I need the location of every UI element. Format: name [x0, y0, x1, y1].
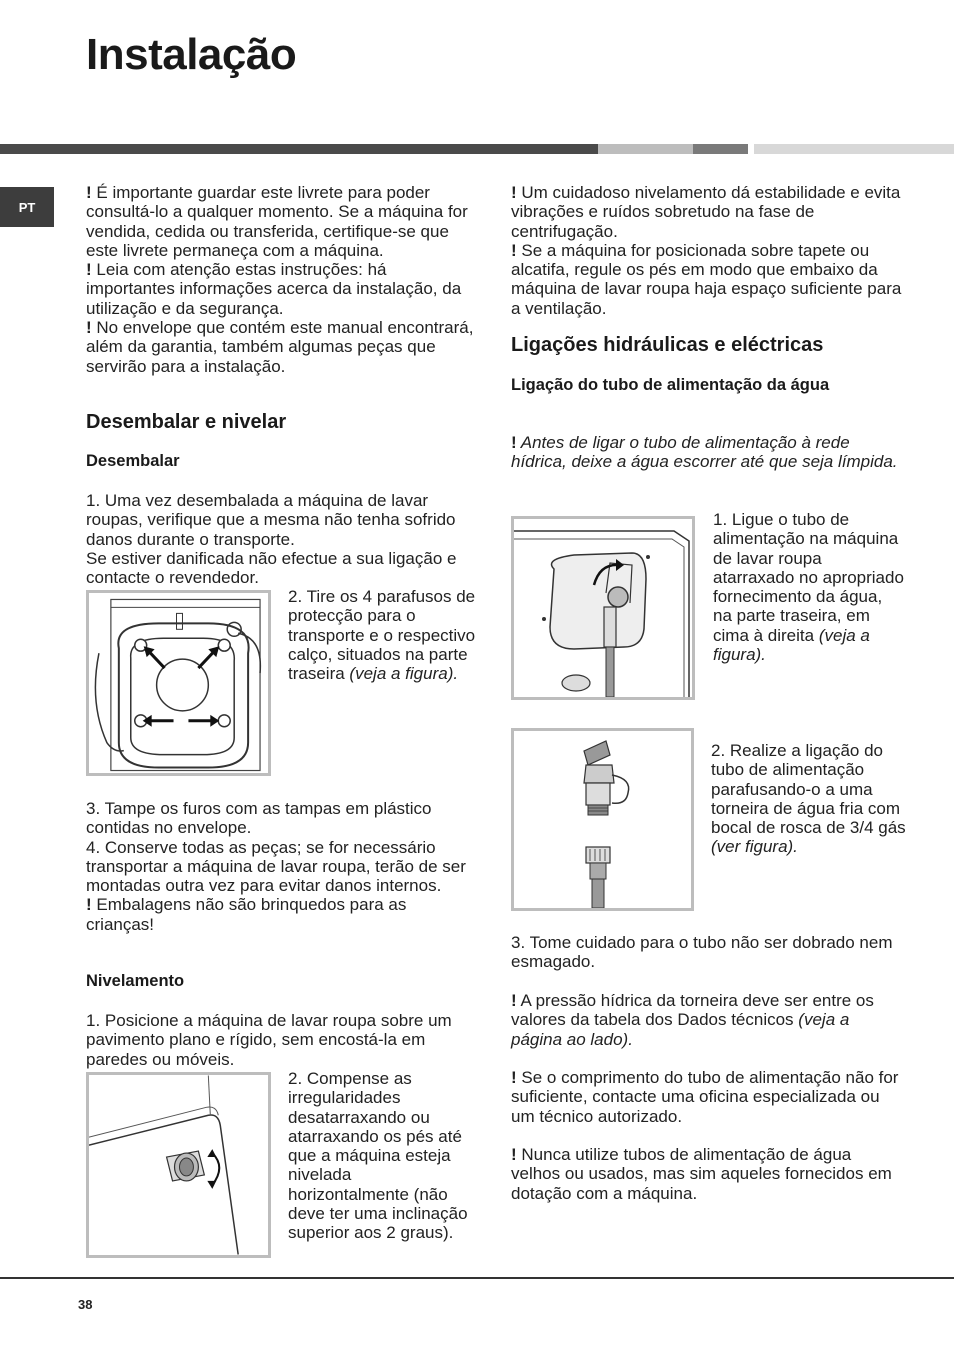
note-hose-length: ! Se o comprimento do tubo de alimentação não for suficiente, contacte uma oficina especializada ou um técnico autorizado. [511, 1068, 899, 1126]
heading-connections: Ligações hidráulicas e eléctricas [511, 334, 824, 356]
level-step-1: 1. Posicione a máquina de lavar roupa sobre um pavimento plano e rígido, sem encostá-la em paredes ou móveis. [86, 1011, 452, 1069]
unpack-step-1b: Se estiver danificada não efectue a sua ligação e contacte o revendedor. [86, 548, 457, 588]
figure-tap-connection [511, 728, 694, 911]
page-title: Instalação [86, 30, 297, 79]
unpack-steps [86, 491, 478, 587]
heading-water-hose: Ligação do tubo de alimentação da água [511, 376, 830, 394]
hose-step-1: 1. Ligue o tubo de alimentação na máquina de lavar roupa atarraxado no apropriado fornecimento da água, na parte traseira, em cima à direita (veja a figura). [713, 510, 904, 665]
hose-step-2: 2. Realize a ligação do tubo de alimentação parafusando-o a uma torneira de água fria com bocal de rosca de 3/4 gás (ver figura). [711, 741, 906, 857]
water-inlet-illustration [514, 519, 692, 697]
header-rule-light [598, 144, 693, 154]
heading-levelling: Nivelamento [86, 972, 185, 990]
heading-unpack-level: Desembalar e nivelar [86, 411, 287, 433]
figure-transport-screws [86, 590, 271, 776]
unpack-steps-continued [86, 799, 478, 934]
header-rule-pale [754, 144, 954, 154]
hose-step-3: 3. Tome cuidado para o tubo não ser dobrado nem esmagado. [511, 933, 893, 972]
intro-notes [86, 183, 478, 376]
header-rule-dark [0, 144, 598, 154]
level-step-2: 2. Compense as irregularidades desatarraxando ou atarraxando os pés até que a máquina esteja nivelada horizontalmente (não deve ter uma inclinação superior aos 2 graus). [288, 1069, 468, 1243]
note-read-instructions: ! Leia com atenção estas instruções: há importantes informações acerca da instalação, da utilização e da segurança. [86, 260, 462, 318]
rear-panel-screws-illustration [89, 593, 268, 773]
header-rule-mid [693, 144, 748, 154]
note-packaging-children: ! Embalagens não são brinquedos para as crianças! [86, 895, 407, 934]
note-water-clear: ! Antes de ligar o tubo de alimentação à rede hídrica, deixe a água escorrer até que seja límpida. [511, 433, 898, 472]
note-careful-levelling: ! Um cuidadoso nivelamento dá estabilidade e evita vibrações e ruídos sobretudo na fase de centrifugação. [511, 183, 901, 241]
note-carpet: ! Se a máquina for posicionada sobre tapete ou alcatifa, regule os pés em modo que embaixo da máquina de lavar roupa haja espaço suficiente para a ventilação. [511, 240, 902, 318]
note-envelope: ! No envelope que contém este manual encontrará, além da garantia, também algumas peças que servirão para a instalação. [86, 318, 474, 376]
adjustable-foot-illustration [89, 1075, 268, 1255]
footer-rule [0, 1277, 954, 1279]
heading-unpack: Desembalar [86, 452, 180, 470]
level-notes [511, 183, 906, 318]
tap-thread-illustration [514, 731, 691, 908]
page-number: 38 [78, 1297, 93, 1312]
note-keep-manual: ! É importante guardar este livrete para poder consultá-lo a qualquer momento. Se a máquina for vendida, cedida ou transferida, certifique-se que este livrete permaneça com a máquina. [86, 183, 468, 260]
figure-hose-inlet [511, 516, 695, 700]
unpack-step-1: 1. Uma vez desembalada a máquina de lavar roupas, verifique que a mesma não tenha sofrido danos durante o transporte. [86, 491, 456, 549]
unpack-step-4: 4. Conserve todas as peças; se for necessário transportar a máquina de lavar roupa, terão de ser montadas outra vez para evitar danos internos. [86, 837, 466, 896]
unpack-step-2: 2. Tire os 4 parafusos de protecção para o transporte e o respectivo calço, situados na parte traseira (veja a figura). [288, 587, 476, 684]
figure-adjustable-foot [86, 1072, 271, 1258]
note-old-hoses: ! Nunca utilize tubos de alimentação de água velhos ou usados, mas sim aqueles fornecidos em dotação com a máquina. [511, 1145, 892, 1203]
language-tab: PT [0, 187, 54, 227]
note-water-pressure: ! A pressão hídrica da torneira deve ser entre os valores da tabela dos Dados técnicos (veja a página ao lado). [511, 991, 874, 1049]
unpack-step-3: 3. Tampe os furos com as tampas em plástico contidas no envelope. [86, 799, 432, 838]
